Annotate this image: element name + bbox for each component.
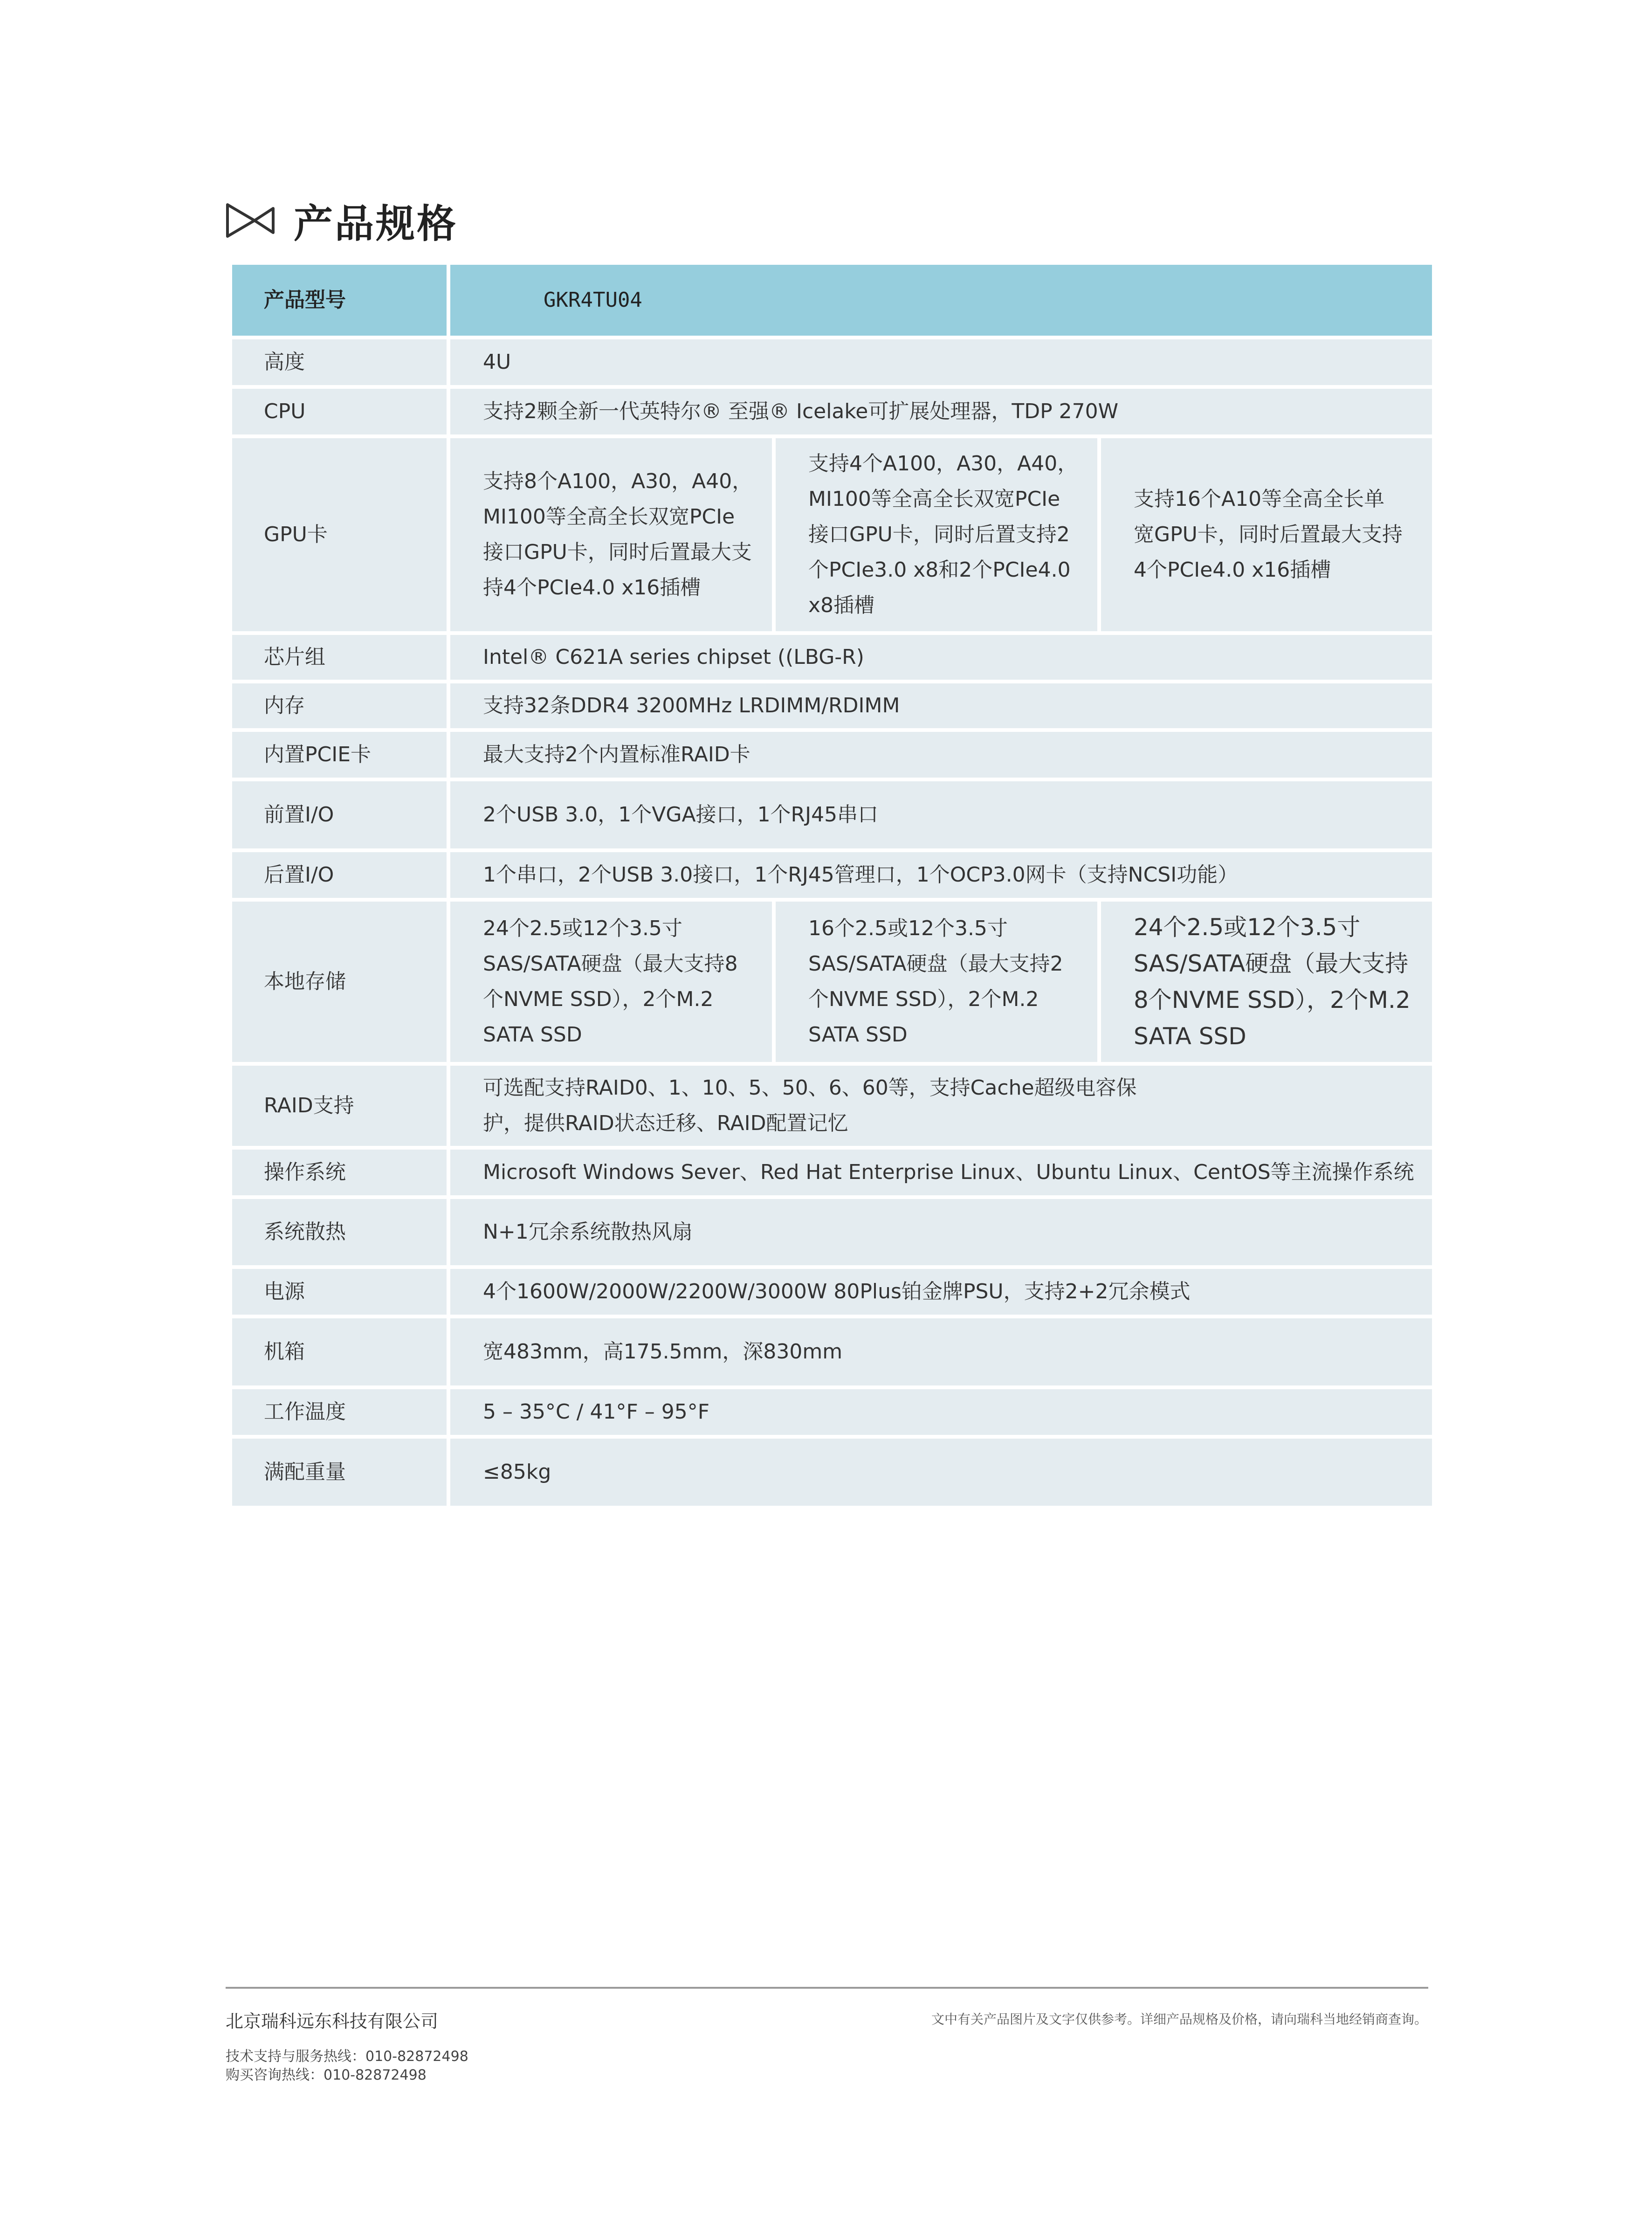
table-row — [232, 438, 1432, 631]
row-value: Intel® C621A series chipset ((LBG-R) — [450, 635, 1432, 680]
gpu-option-3: 支持16个A10等全高全长单宽GPU卡，同时后置最大支持4个PCIe4.0 x16插槽 — [1101, 438, 1432, 631]
header-value: GKR4TU04 — [450, 265, 1432, 336]
row-label: 系统散热 — [232, 1199, 447, 1265]
table-row — [232, 1150, 1432, 1195]
disclaimer-text: 文中有关产品图片及文字仅供参考。详细产品规格及价格，请向瑞科当地经销商查询。 — [931, 2012, 1427, 2027]
row-label: 内存 — [232, 683, 447, 728]
section-title: 产品规格 — [294, 200, 458, 247]
row-value: ≤85kg — [450, 1439, 1432, 1506]
row-label: CPU — [232, 389, 447, 434]
header-label: 产品型号 — [232, 265, 447, 336]
row-value: 4个1600W/2000W/2200W/3000W 80Plus铂金牌PSU，支持2+2冗余模式 — [450, 1269, 1432, 1315]
table-row — [232, 339, 1432, 385]
row-label: 电源 — [232, 1269, 447, 1315]
support-hotline: 技术支持与服务热线：010-82872498 — [226, 2048, 468, 2065]
row-value: 支持2颗全新一代英特尔® 至强® Icelake可扩展处理器，TDP 270W — [450, 389, 1432, 434]
spec-table — [228, 261, 1436, 1509]
row-value: 2个USB 3.0，1个VGA接口，1个RJ45串口 — [450, 781, 1432, 848]
row-label: 工作温度 — [232, 1389, 447, 1435]
row-label: 满配重量 — [232, 1439, 447, 1506]
company-name: 北京瑞科远东科技有限公司 — [226, 2011, 439, 2032]
row-label: 本地存储 — [232, 902, 447, 1062]
table-row — [232, 1389, 1432, 1435]
row-value: 宽483mm，高175.5mm，深830mm — [450, 1318, 1432, 1385]
row-label: 操作系统 — [232, 1150, 447, 1195]
row-label: 前置I/O — [232, 781, 447, 848]
section-heading — [226, 190, 458, 251]
row-label: 高度 — [232, 339, 447, 385]
storage-option-3: 24个2.5或12个3.5寸SAS/SATA硬盘（最大支持8个NVME SSD），2个M.2 SATA SSD — [1101, 902, 1432, 1062]
table-row — [232, 1439, 1432, 1506]
table-row — [232, 1269, 1432, 1315]
gpu-option-1: 支持8个A100，A30，A40，MI100等全高全长双宽PCIe接口GPU卡，同时后置最大支持4个PCIe4.0 x16插槽 — [450, 438, 772, 631]
bowtie-icon — [226, 202, 275, 239]
row-label: GPU卡 — [232, 438, 447, 631]
row-label: 内置PCIE卡 — [232, 732, 447, 778]
row-value: 5 – 35°C / 41°F – 95°F — [450, 1389, 1432, 1435]
table-row — [232, 732, 1432, 778]
row-value: 可选配支持RAID0、1、10、5、50、6、60等，支持Cache超级电容保护，提供RAID状态迁移、RAID配置记忆 — [450, 1066, 1432, 1146]
row-value: N+1冗余系统散热风扇 — [450, 1199, 1432, 1265]
table-row — [232, 683, 1432, 728]
table-header-row — [232, 265, 1432, 336]
contact-info — [226, 2047, 468, 2085]
table-row — [232, 1318, 1432, 1385]
footer-divider — [226, 1987, 1428, 1989]
row-value: 最大支持2个内置标准RAID卡 — [450, 732, 1432, 778]
row-value: 支持32条DDR4 3200MHz LRDIMM/RDIMM — [450, 683, 1432, 728]
gpu-option-2: 支持4个A100，A30，A40，MI100等全高全长双宽PCIe接口GPU卡，同时后置支持2个PCIe3.0 x8和2个PCIe4.0 x8插槽 — [776, 438, 1097, 631]
row-label: 机箱 — [232, 1318, 447, 1385]
table-row — [232, 635, 1432, 680]
sales-hotline: 购买咨询热线：010-82872498 — [226, 2067, 427, 2083]
row-value: 1个串口，2个USB 3.0接口，1个RJ45管理口，1个OCP3.0网卡（支持NCSI功能） — [450, 852, 1432, 898]
row-label: 芯片组 — [232, 635, 447, 680]
row-value: 4U — [450, 339, 1432, 385]
table-row — [232, 902, 1432, 1062]
row-label: 后置I/O — [232, 852, 447, 898]
table-row — [232, 1066, 1432, 1146]
row-label: RAID支持 — [232, 1066, 447, 1146]
table-row — [232, 852, 1432, 898]
table-row — [232, 389, 1432, 434]
storage-option-1: 24个2.5或12个3.5寸SAS/SATA硬盘（最大支持8个NVME SSD），2个M.2 SATA SSD — [450, 902, 772, 1062]
table-row — [232, 1199, 1432, 1265]
storage-option-2: 16个2.5或12个3.5寸SAS/SATA硬盘（最大支持2个NVME SSD），2个M.2 SATA SSD — [776, 902, 1097, 1062]
table-row — [232, 781, 1432, 848]
row-value: Microsoft Windows Sever、Red Hat Enterprise Linux、Ubuntu Linux、CentOS等主流操作系统 — [450, 1150, 1432, 1195]
